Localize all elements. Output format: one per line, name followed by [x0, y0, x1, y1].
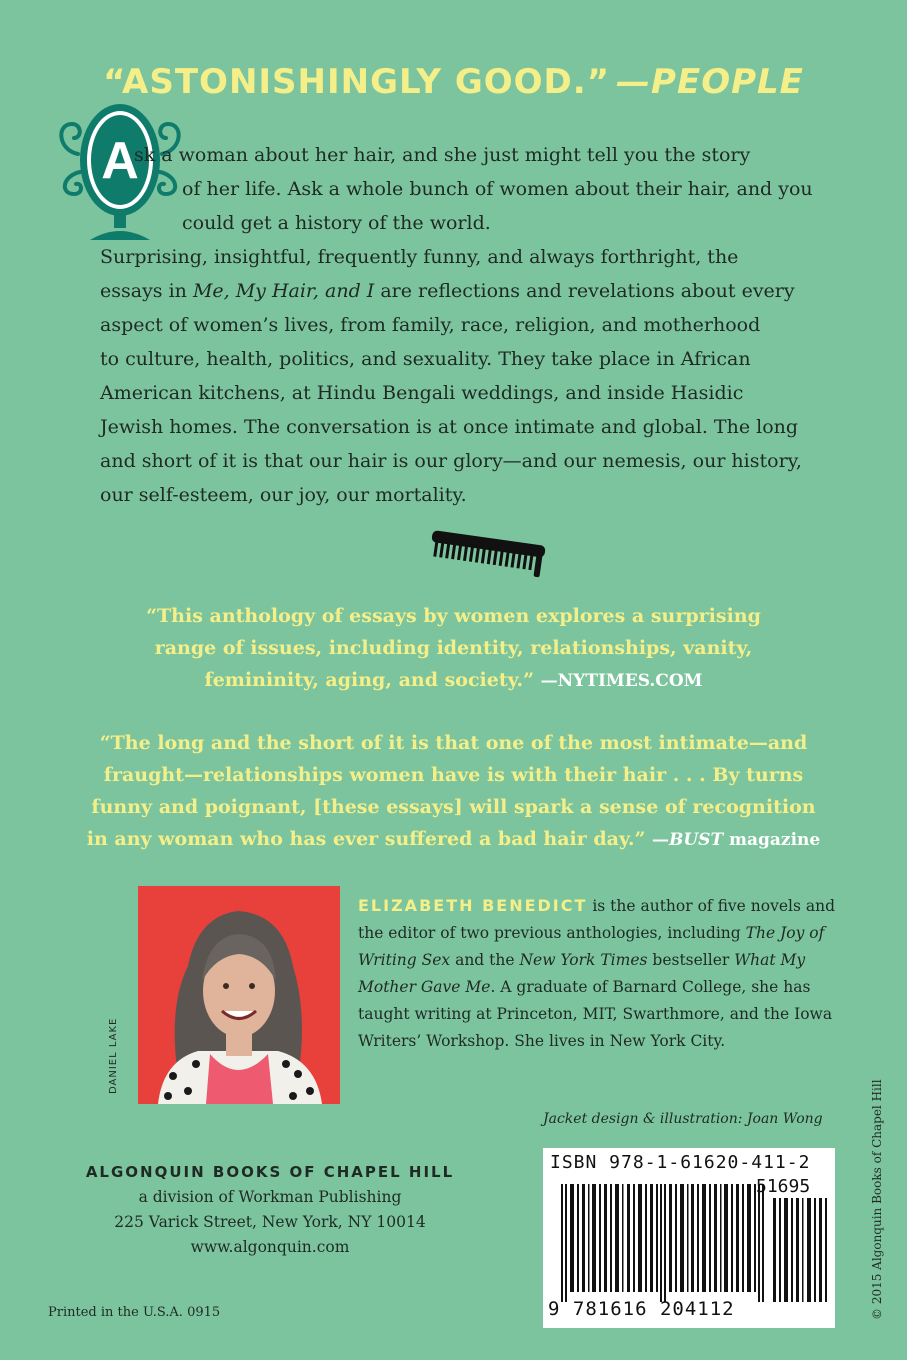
- jacket-credit: Jacket design & illustration: Joan Wong: [543, 1111, 823, 1127]
- quote-attribution: —NYTIMES.COM: [540, 671, 703, 691]
- copyright-notice: © 2015 Algonquin Books of Chapel Hill: [870, 1079, 884, 1320]
- description-line: Surprising, insightful, frequently funny, and always forthright, the: [100, 246, 739, 268]
- publisher-url: www.algonquin.com: [190, 1238, 350, 1256]
- drop-cap-letter: A: [101, 132, 139, 190]
- description-line: could get a history of the world.: [182, 212, 491, 234]
- description-line: essays in Me, My Hair, and I are reflections and revelations about every: [100, 280, 795, 302]
- quote-attribution: —BUST magazine: [651, 830, 821, 850]
- description-line: aspect of women’s lives, from family, race, religion, and motherhood: [100, 314, 761, 336]
- book-title: Me, My Hair, and I: [192, 280, 375, 302]
- publisher-name: ALGONQUIN BOOKS OF CHAPEL HILL: [85, 1163, 455, 1181]
- description-line: of her life. Ask a whole bunch of women about their hair, and you: [182, 178, 813, 200]
- book-description: [100, 138, 860, 512]
- review-quote-nytimes: “This anthology of essays by women explores a surprising range of issues, including identity, relationships, vanity, femininity, aging, and society.” —NYTIMES.COM: [146, 605, 761, 691]
- description-line: to culture, health, politics, and sexuality. They take place in African: [100, 348, 751, 370]
- review-quote-bust: “The long and the short of it is that one of the most intimate—and fraught—relationships women have is with their hair . . . By turns funny and poignant, [these essays] will spark a sense of recognition in any woman who has ever suffered a bad hair day.” —BUST magazine: [86, 732, 821, 850]
- publisher-division: a division of Workman Publishing: [138, 1188, 402, 1206]
- description-line: Jewish homes. The conversation is at once intimate and global. The long: [100, 416, 799, 438]
- photo-credit: DANIEL LAKE: [108, 1017, 119, 1094]
- description-line: and short of it is that our hair is our glory—and our nemesis, our history,: [100, 450, 802, 472]
- publisher-info: [50, 1160, 490, 1260]
- printed-note: Printed in the U.S.A. 0915: [48, 1305, 221, 1320]
- description-line: sk a woman about her hair, and she just might tell you the story: [134, 144, 751, 166]
- isbn-number: ISBN 978-1-61620-411-2: [550, 1152, 811, 1173]
- author-name: ELIZABETH BENEDICT: [358, 896, 588, 915]
- comb-icon: [428, 530, 548, 580]
- author-photo: [138, 886, 340, 1104]
- headline-source: —PEOPLE: [616, 62, 804, 102]
- description-line: American kitchens, at Hindu Bengali weddings, and inside Hasidic: [100, 382, 744, 404]
- publisher-address: 225 Varick Street, New York, NY 10014: [114, 1213, 426, 1231]
- barcode-price-code: 51695: [756, 1176, 811, 1197]
- description-line: our self-esteem, our joy, our mortality.: [100, 484, 467, 506]
- headline-text: “ASTONISHINGLY GOOD.”: [103, 62, 611, 102]
- author-bio: ELIZABETH BENEDICT is the author of five novels and the editor of two previous anthologies, including The Joy of Writing Sex and the New York Times bestseller What My Mother Gave Me. A graduate of Barnard College, she has taught writing at Princeton, MIT, Swarthmore, and the Iowa Writers’ Workshop. She lives in New York City.: [358, 896, 836, 1050]
- ean-digits: 9 781616 204112: [548, 1298, 735, 1320]
